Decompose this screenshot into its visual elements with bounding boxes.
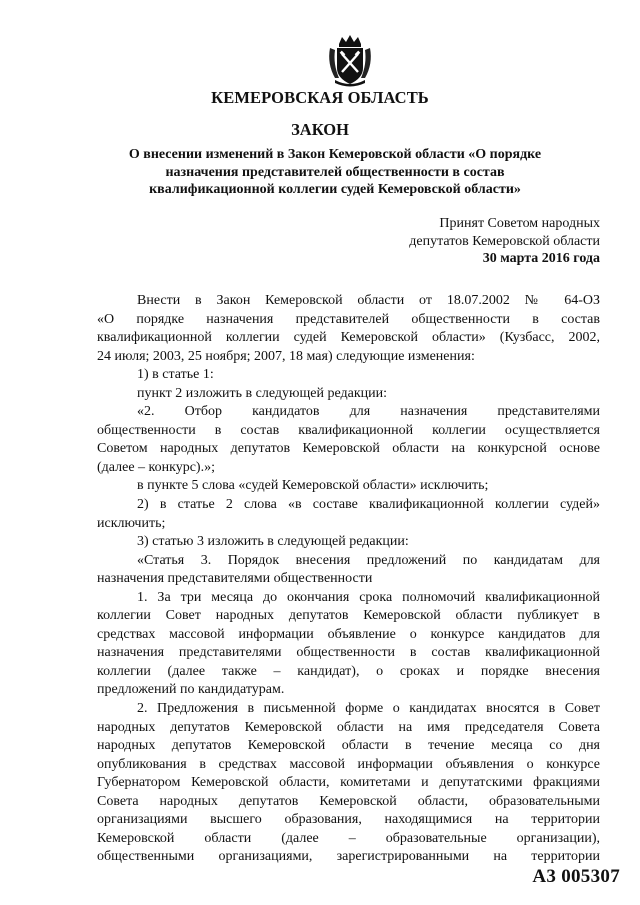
adoption-block: [409, 215, 600, 268]
body-line: (далее – конкурс).»;: [97, 459, 215, 475]
body-line: 24 июля; 2003, 25 ноября; 2007, 18 мая) следующие изменения:: [97, 348, 475, 364]
law-title: [100, 146, 570, 199]
body-line: опубликования в средствах массовой информации объявления о конкурсе: [97, 756, 600, 772]
body-line: 2. Предложения в письменной форме о кандидатах вносятся в Совет: [137, 701, 600, 717]
document-serial-stamp: А3 005307: [532, 866, 620, 887]
body-line: Кемеровской области (далее – образовательные организации),: [97, 830, 600, 846]
law-title-line: квалификационной коллегии судей Кемеровской области»: [149, 182, 521, 197]
body-line: «Статья 3. Порядок внесения предложений по кандидатам для: [137, 552, 600, 568]
body-line: Внести в Закон Кемеровской области от 18.07.2002 № 64-ОЗ: [137, 293, 600, 308]
body-line: 3) статью 3 изложить в следующей редакции:: [137, 534, 409, 550]
body-line: «О порядке назначения представителей общественности в состав: [97, 311, 600, 327]
body-line: организациями высшего образования, находящимися на территории: [97, 812, 600, 828]
document-type-heading: ЗАКОН: [291, 120, 349, 139]
adoption-line: Принят Советом народных: [439, 216, 600, 231]
body-line: 1. За три месяца до окончания срока полномочий квалификационной: [137, 589, 600, 605]
body-line: общественности в состав квалификационной коллегии осуществляется: [97, 422, 600, 438]
body-line: Советом народных депутатов Кемеровской области на конкурсной основе: [97, 441, 600, 457]
body-line: 1) в статье 1:: [137, 367, 214, 383]
body-line: общественными организациями, зарегистрированными на территории: [97, 849, 600, 865]
body-line: «2. Отбор кандидатов для назначения представителями: [137, 404, 600, 420]
body-line: Совета народных депутатов Кемеровской области, образовательными: [97, 793, 600, 809]
body-line: пункт 2 изложить в следующей редакции:: [137, 385, 387, 401]
law-title-line: О внесении изменений в Закон Кемеровской области «О порядке: [128, 147, 542, 162]
body-line: назначения представителями общественности в состав квалификационной: [97, 645, 600, 661]
body-line: предложений по кандидатурам.: [97, 682, 285, 698]
adoption-date: 30 марта 2016 года: [482, 251, 600, 266]
body-line: в пункте 5 слова «судей Кемеровской области» исключить;: [137, 478, 489, 494]
law-body: [97, 292, 600, 867]
coat-of-arms-icon: [327, 34, 373, 88]
body-line: народных депутатов Кемеровской области на имя председателя Совета: [97, 719, 600, 735]
region-heading: КЕМЕРОВСКАЯ ОБЛАСТЬ: [211, 88, 429, 107]
body-line: народных депутатов Кемеровской области в течение месяца со дня: [97, 738, 600, 754]
body-line: средствах массовой информации объявление о конкурсе кандидатов для: [97, 626, 600, 642]
body-line: коллегии Совет народных депутатов Кемеровской области публикует в: [97, 608, 600, 624]
body-line: Губернатором Кемеровской области, комитетами и депутатскими фракциями: [97, 775, 600, 791]
body-line: 2) в статье 2 слова «в составе квалификационной коллегии судей»: [137, 497, 600, 513]
law-title-line: назначения представителей общественности в состав: [165, 164, 505, 180]
body-line: назначения представителями общественности: [97, 571, 373, 587]
adoption-line: депутатов Кемеровской области: [409, 233, 600, 249]
body-line: квалификационной коллегии судей Кемеровской области» (Кузбасс, 2002,: [97, 330, 600, 346]
body-line: исключить;: [97, 515, 166, 531]
body-line: коллегии (далее также – кандидат), о сроках и порядке внесения: [97, 663, 600, 679]
